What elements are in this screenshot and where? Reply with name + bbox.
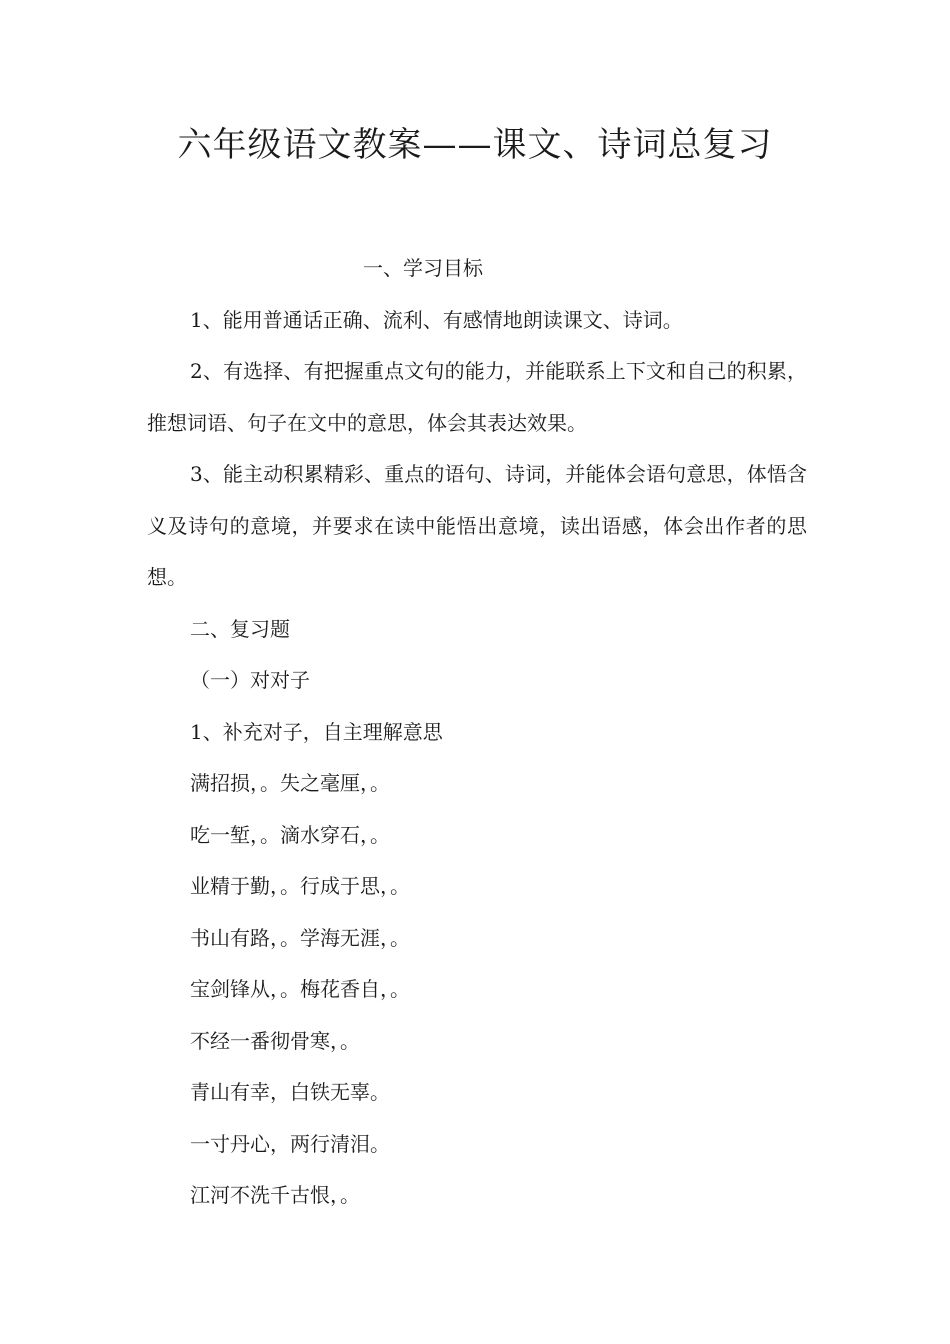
document-title: 六年级语文教案——课文、诗词总复习 [177,125,773,165]
couplet-line: 业精于勤，。行成于思，。 [190,874,410,898]
goal-item-2: 2、有选择、有把握重点文句的能力，并能联系上下文和自己的积累，推想词语、句子在文中的意思，体会其表达效果。 [147,359,807,435]
couplet-line: 书山有路，。学海无涯，。 [190,925,410,950]
couplet-line: 一寸丹心，两行清泪。 [190,1131,390,1156]
couplet-line: 青山有幸，白铁无辜。 [190,1080,390,1104]
subsection-heading-couplets: （一）对对子 [190,668,310,692]
exercise-heading: 1、补充对子，自主理解意思 [190,719,443,744]
couplet-line: 宝剑锋从，。梅花香自，。 [190,977,410,1001]
document-body [147,243,807,1222]
couplet-line: 不经一番彻骨寒，。 [190,1028,360,1053]
couplet-line: 江河不洗千古恨，。 [190,1183,360,1207]
couplet-line: 满招损，。失之毫厘，。 [190,771,390,795]
couplet-line: 吃一堑，。滴水穿石，。 [190,822,390,847]
section-heading-review: 二、复习题 [190,616,290,641]
goal-item-3: 3、能主动积累精彩、重点的语句、诗词，并能体会语句意思，体悟含义及诗句的意境，并要求在读中能悟出意境，读出语感，体会出作者的思想。 [147,462,807,589]
goal-item-1: 1、能用普通话正确、流利、有感情地朗读课文、诗词。 [190,307,683,332]
section-heading-goals: 一、学习目标 [363,256,483,280]
